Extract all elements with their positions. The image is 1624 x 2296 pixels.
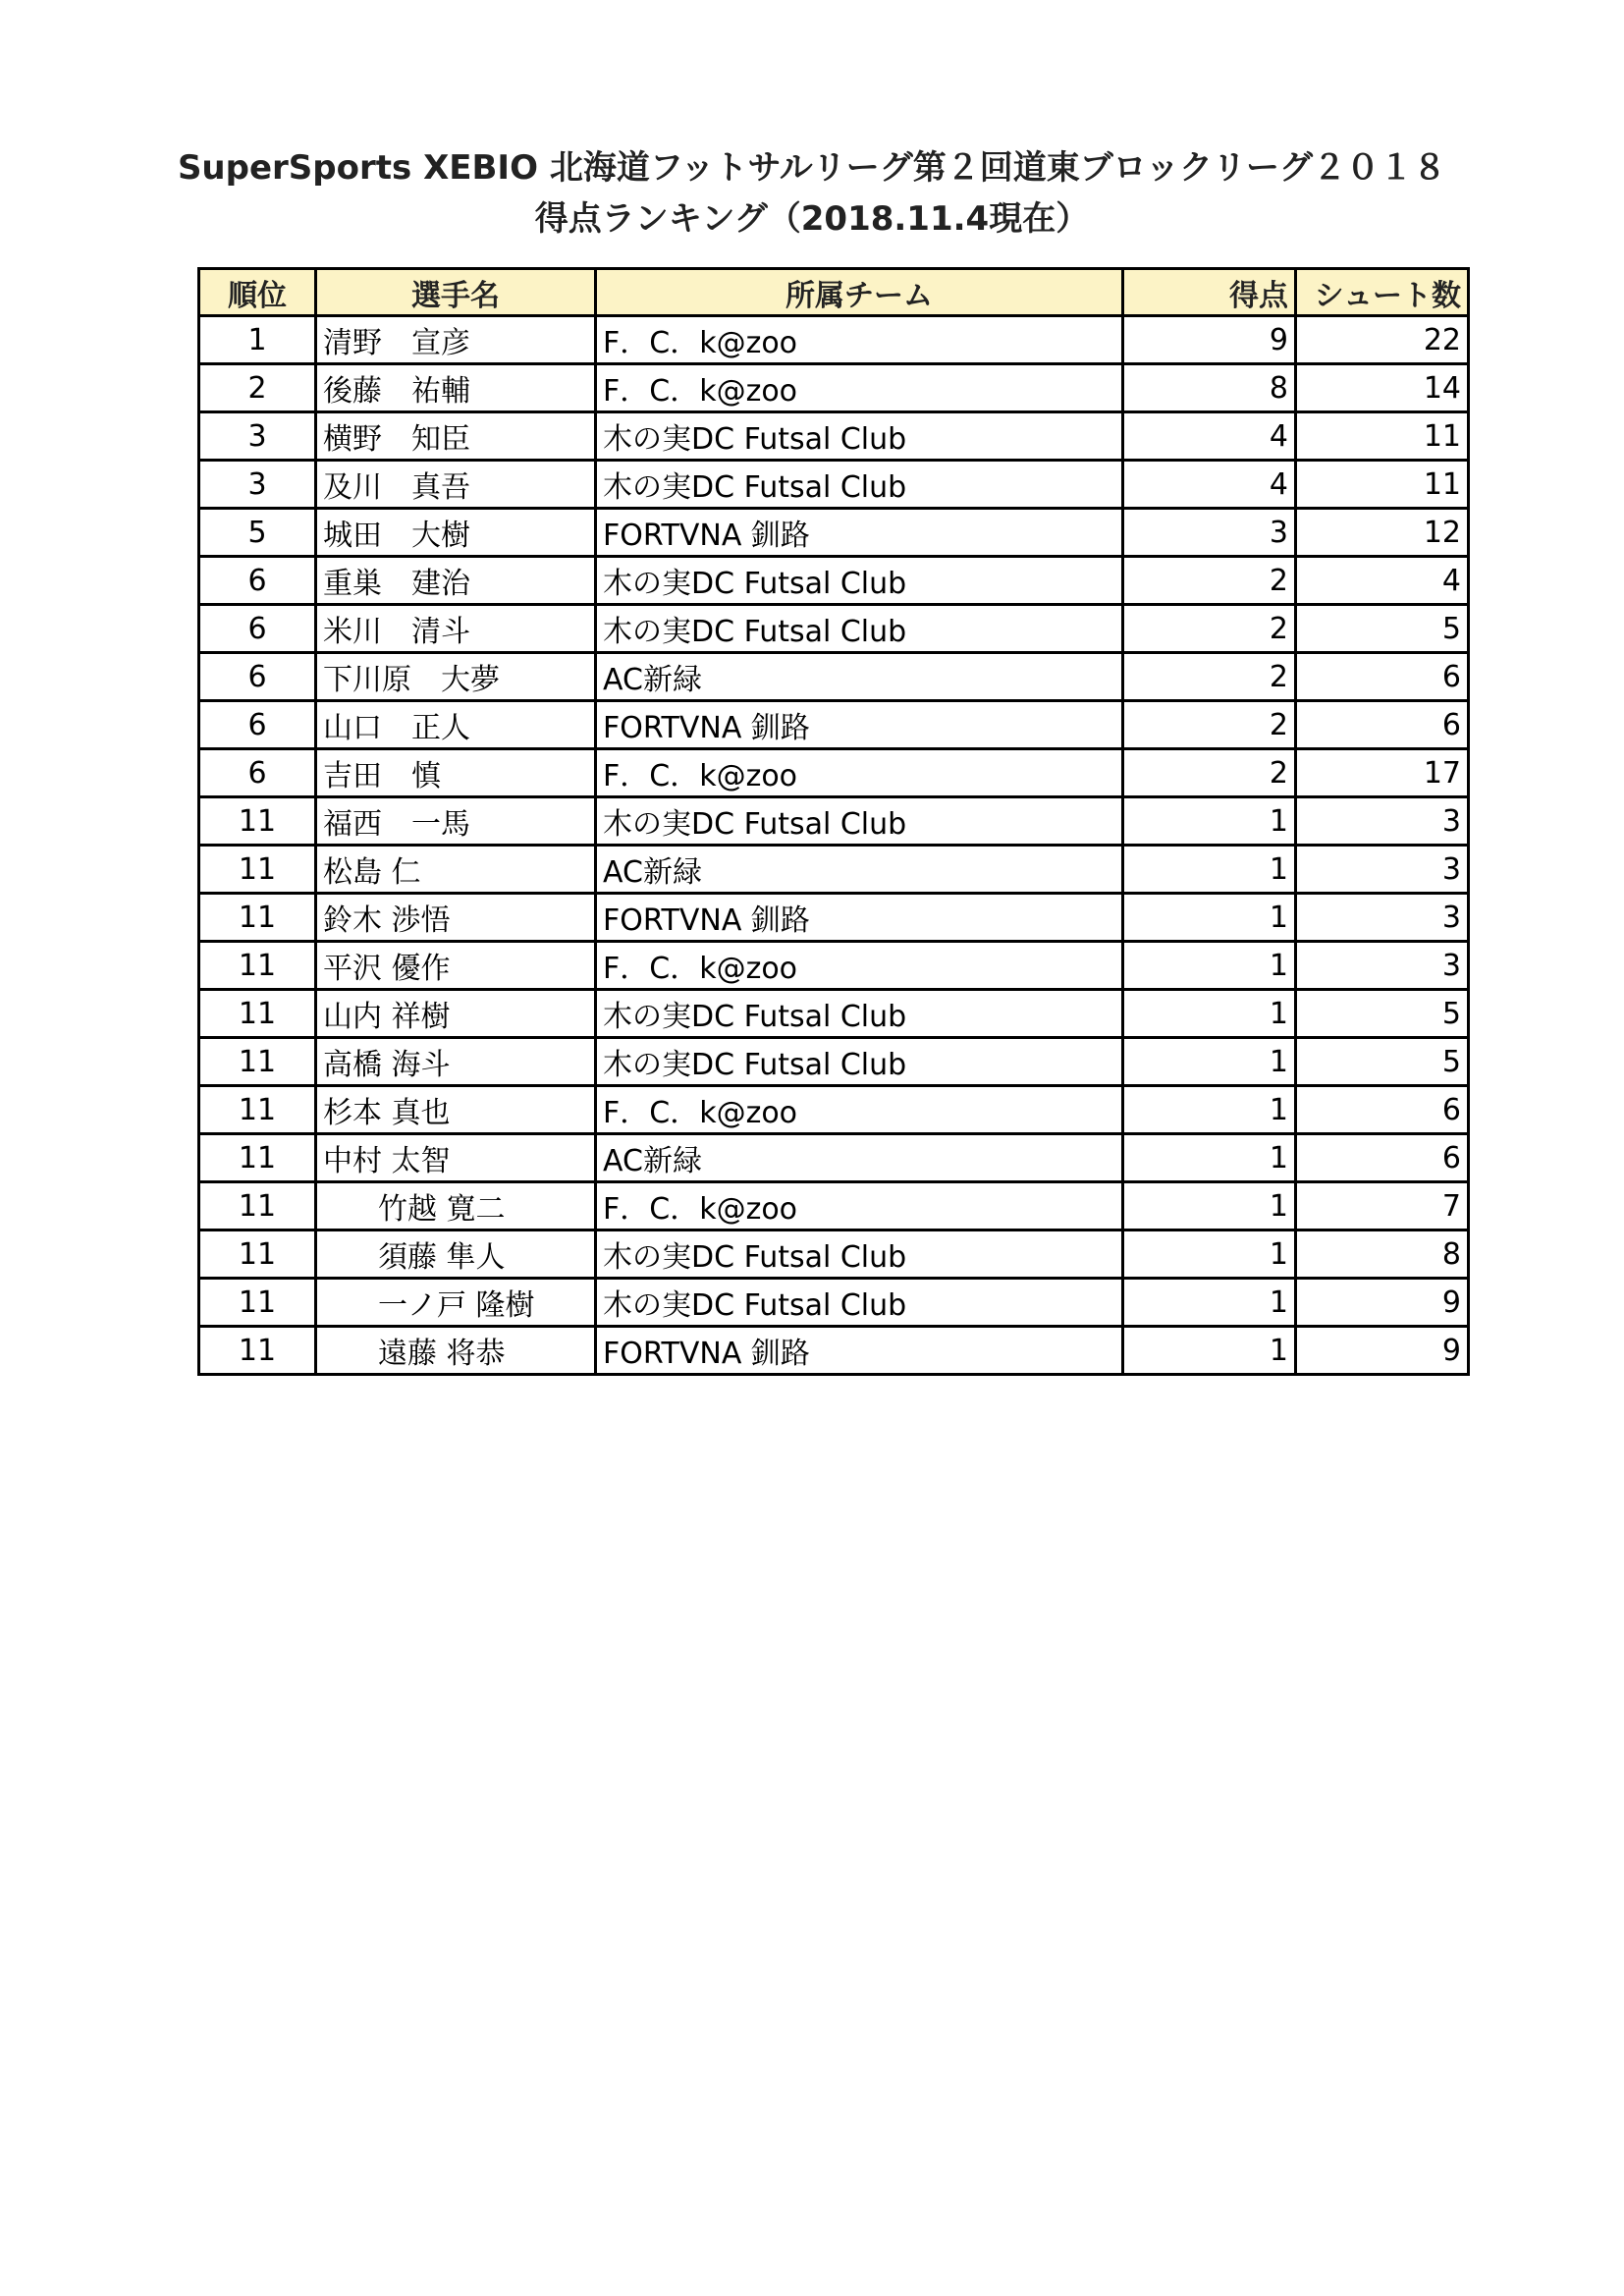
table-row (199, 749, 1469, 797)
shots-cell: 3 (1296, 846, 1469, 894)
goals-cell: 1 (1123, 990, 1296, 1038)
shots-cell: 3 (1296, 894, 1469, 942)
rank-cell: 6 (199, 701, 316, 749)
team-cell: FORTVNA 釧路 (596, 894, 1123, 942)
table-row (199, 942, 1469, 990)
player-name-cell: 松島 仁 (316, 846, 596, 894)
rank-cell: 11 (199, 1327, 316, 1375)
player-name-cell: 後藤 祐輔 (316, 364, 596, 412)
player-name-cell: 吉田 慎 (316, 749, 596, 797)
shots-cell: 6 (1296, 1086, 1469, 1134)
team-cell: AC新緑 (596, 1134, 1123, 1182)
table-row (199, 1134, 1469, 1182)
player-name-cell: 及川 真吾 (316, 461, 596, 509)
rank-cell: 11 (199, 942, 316, 990)
team-cell: 木の実DC Futsal Club (596, 1038, 1123, 1086)
shots-cell: 6 (1296, 1134, 1469, 1182)
header-team: 所属チーム (596, 269, 1123, 316)
shots-cell: 6 (1296, 701, 1469, 749)
team-cell: AC新緑 (596, 846, 1123, 894)
goals-cell: 1 (1123, 1279, 1296, 1327)
rank-cell: 5 (199, 509, 316, 557)
team-cell: 木の実DC Futsal Club (596, 990, 1123, 1038)
goals-cell: 2 (1123, 701, 1296, 749)
table-row (199, 1086, 1469, 1134)
header-row (199, 269, 1469, 316)
player-name-cell: 山口 正人 (316, 701, 596, 749)
shots-cell: 8 (1296, 1230, 1469, 1279)
player-name-cell: 遠藤 将恭 (316, 1327, 596, 1375)
table-header (199, 269, 1469, 316)
table-row (199, 894, 1469, 942)
rank-cell: 11 (199, 1086, 316, 1134)
rank-cell: 11 (199, 894, 316, 942)
team-cell: 木の実DC Futsal Club (596, 605, 1123, 653)
rank-cell: 11 (199, 1182, 316, 1230)
document-title (0, 142, 1624, 245)
goals-cell: 2 (1123, 749, 1296, 797)
shots-cell: 12 (1296, 509, 1469, 557)
table-row (199, 509, 1469, 557)
player-name-cell: 米川 清斗 (316, 605, 596, 653)
team-cell: 木の実DC Futsal Club (596, 412, 1123, 461)
rank-cell: 11 (199, 1134, 316, 1182)
team-cell: FORTVNA 釧路 (596, 701, 1123, 749)
goals-cell: 1 (1123, 797, 1296, 846)
goals-cell: 1 (1123, 1038, 1296, 1086)
shots-cell: 6 (1296, 653, 1469, 701)
player-name-cell: 高橋 海斗 (316, 1038, 596, 1086)
title-line-1: SuperSports XEBIO 北海道フットサルリーグ第２回道東ブロックリーグ２０１８ (177, 148, 1447, 188)
table-row (199, 1327, 1469, 1375)
player-name-cell: 福西 一馬 (316, 797, 596, 846)
team-cell: F．C．k@zoo (596, 364, 1123, 412)
player-name-cell: 一ノ戸 隆樹 (316, 1279, 596, 1327)
rank-cell: 6 (199, 653, 316, 701)
team-cell: 木の実DC Futsal Club (596, 1279, 1123, 1327)
scoring-ranking-table (197, 267, 1470, 1376)
team-cell: FORTVNA 釧路 (596, 509, 1123, 557)
header-goals: 得点 (1123, 269, 1296, 316)
table-body (199, 316, 1469, 1375)
shots-cell: 9 (1296, 1279, 1469, 1327)
goals-cell: 2 (1123, 653, 1296, 701)
rank-cell: 6 (199, 749, 316, 797)
shots-cell: 5 (1296, 990, 1469, 1038)
table-row (199, 316, 1469, 364)
shots-cell: 11 (1296, 412, 1469, 461)
team-cell: F．C．k@zoo (596, 1182, 1123, 1230)
header-rank: 順位 (199, 269, 316, 316)
shots-cell: 17 (1296, 749, 1469, 797)
rank-cell: 11 (199, 1279, 316, 1327)
team-cell: FORTVNA 釧路 (596, 1327, 1123, 1375)
goals-cell: 1 (1123, 1134, 1296, 1182)
player-name-cell: 鈴木 渉悟 (316, 894, 596, 942)
table-row (199, 557, 1469, 605)
rank-cell: 6 (199, 557, 316, 605)
table-row (199, 1038, 1469, 1086)
rank-cell: 11 (199, 990, 316, 1038)
goals-cell: 8 (1123, 364, 1296, 412)
team-cell: 木の実DC Futsal Club (596, 1230, 1123, 1279)
player-name-cell: 須藤 隼人 (316, 1230, 596, 1279)
rank-cell: 11 (199, 846, 316, 894)
shots-cell: 22 (1296, 316, 1469, 364)
goals-cell: 9 (1123, 316, 1296, 364)
shots-cell: 9 (1296, 1327, 1469, 1375)
shots-cell: 4 (1296, 557, 1469, 605)
goals-cell: 1 (1123, 942, 1296, 990)
table-row (199, 1230, 1469, 1279)
goals-cell: 1 (1123, 1327, 1296, 1375)
rank-cell: 11 (199, 1230, 316, 1279)
shots-cell: 5 (1296, 1038, 1469, 1086)
goals-cell: 1 (1123, 894, 1296, 942)
player-name-cell: 横野 知臣 (316, 412, 596, 461)
player-name-cell: 城田 大樹 (316, 509, 596, 557)
player-name-cell: 山内 祥樹 (316, 990, 596, 1038)
table-row (199, 605, 1469, 653)
team-cell: 木の実DC Futsal Club (596, 557, 1123, 605)
table-row (199, 990, 1469, 1038)
team-cell: AC新緑 (596, 653, 1123, 701)
shots-cell: 5 (1296, 605, 1469, 653)
team-cell: 木の実DC Futsal Club (596, 797, 1123, 846)
team-cell: F．C．k@zoo (596, 1086, 1123, 1134)
team-cell: F．C．k@zoo (596, 749, 1123, 797)
rank-cell: 2 (199, 364, 316, 412)
goals-cell: 1 (1123, 846, 1296, 894)
team-cell: 木の実DC Futsal Club (596, 461, 1123, 509)
player-name-cell: 竹越 寛二 (316, 1182, 596, 1230)
rank-cell: 3 (199, 461, 316, 509)
table-row (199, 364, 1469, 412)
table-row (199, 797, 1469, 846)
goals-cell: 3 (1123, 509, 1296, 557)
shots-cell: 3 (1296, 942, 1469, 990)
goals-cell: 1 (1123, 1182, 1296, 1230)
rank-cell: 6 (199, 605, 316, 653)
player-name-cell: 平沢 優作 (316, 942, 596, 990)
goals-cell: 1 (1123, 1086, 1296, 1134)
table-row (199, 846, 1469, 894)
player-name-cell: 重巣 建治 (316, 557, 596, 605)
player-name-cell: 清野 宣彦 (316, 316, 596, 364)
shots-cell: 11 (1296, 461, 1469, 509)
table-row (199, 653, 1469, 701)
team-cell: F．C．k@zoo (596, 316, 1123, 364)
shots-cell: 7 (1296, 1182, 1469, 1230)
table-row (199, 461, 1469, 509)
table-row (199, 1279, 1469, 1327)
goals-cell: 2 (1123, 557, 1296, 605)
header-player: 選手名 (316, 269, 596, 316)
team-cell: F．C．k@zoo (596, 942, 1123, 990)
shots-cell: 14 (1296, 364, 1469, 412)
goals-cell: 1 (1123, 1230, 1296, 1279)
goals-cell: 4 (1123, 461, 1296, 509)
header-shots: シュート数 (1296, 269, 1469, 316)
goals-cell: 4 (1123, 412, 1296, 461)
player-name-cell: 下川原 大夢 (316, 653, 596, 701)
table-row (199, 412, 1469, 461)
rank-cell: 1 (199, 316, 316, 364)
goals-cell: 2 (1123, 605, 1296, 653)
shots-cell: 3 (1296, 797, 1469, 846)
rank-cell: 3 (199, 412, 316, 461)
rank-cell: 11 (199, 1038, 316, 1086)
rank-cell: 11 (199, 797, 316, 846)
table-row (199, 1182, 1469, 1230)
player-name-cell: 中村 太智 (316, 1134, 596, 1182)
table-row (199, 701, 1469, 749)
title-line-2: 得点ランキング（2018.11.4現在） (534, 199, 1090, 239)
player-name-cell: 杉本 真也 (316, 1086, 596, 1134)
